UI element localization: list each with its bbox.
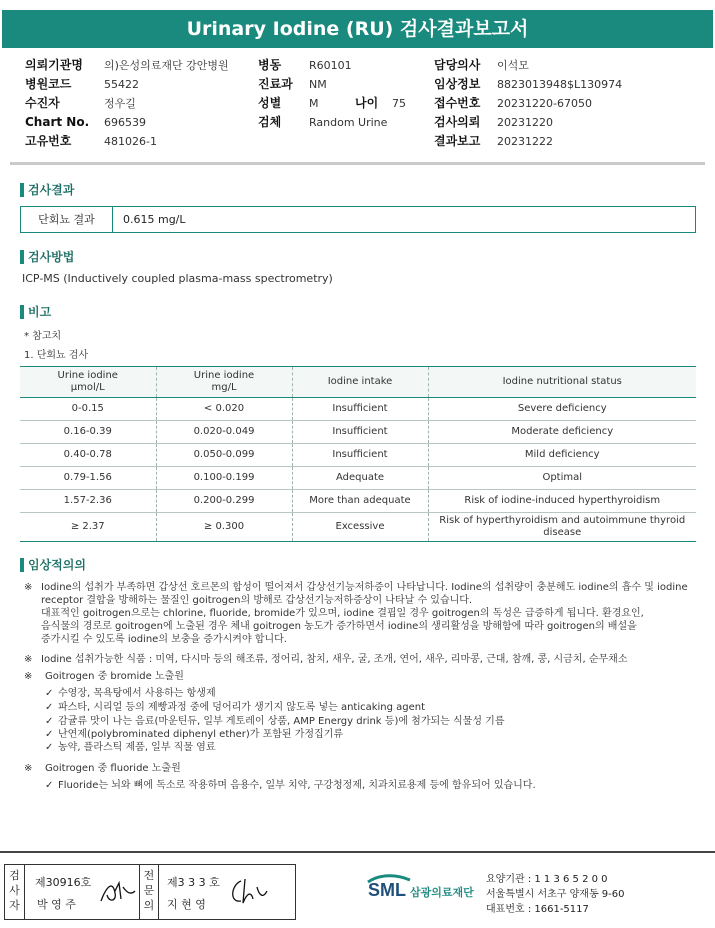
text-line: receptor 결합을 방해하는 물질인 goitrogen의 방해로 갑상선기능저하증상이 나타날 수 있습니다.	[41, 595, 473, 606]
table-cell: Insufficient	[292, 444, 428, 467]
bromide-heading: Goitrogen 중 bromide 노출원	[45, 671, 184, 682]
text-line: 증가시킬 수 있도록 iodine의 보충을 증가시켜야 합니다.	[41, 634, 287, 645]
table-cell: Risk of iodine-induced hyperthyroidism	[428, 490, 696, 513]
info-label: Chart No.	[25, 115, 90, 129]
table-cell: Insufficient	[292, 421, 428, 444]
check-icon: ✓	[45, 716, 54, 727]
specialist-license-no: 제3 3 3 호	[167, 876, 220, 889]
table-cell: 0.050-0.099	[156, 444, 292, 467]
info-label: 성별	[258, 96, 282, 110]
specialist-label	[139, 865, 159, 919]
info-label: 담당의사	[434, 58, 481, 72]
tester-label	[5, 865, 25, 919]
reference-mark-icon: ※	[24, 582, 33, 593]
address: 서울특별시 서초구 양재동 9-60	[486, 889, 625, 900]
info-row	[0, 132, 715, 151]
list-item: 난연제(polybrominated diphenyl ether)가 포함된 가정집기류	[58, 729, 344, 740]
header-text: Urine iodine	[193, 370, 255, 381]
list-item: Fluoride는 뇌와 뼈에 독소로 작용하며 음용수, 일부 치약, 구강청정제, 치과치료용제 등에 함유되어 있습니다.	[58, 780, 536, 791]
table-cell: 0.16-0.39	[20, 421, 156, 444]
table-cell: < 0.020	[156, 398, 292, 421]
info-value: 481026-1	[104, 135, 157, 148]
info-row	[0, 113, 715, 132]
info-value: NM	[309, 78, 327, 91]
result-box	[20, 206, 696, 233]
reference-note: * 참고치	[24, 331, 62, 342]
label-char: 전	[143, 869, 155, 882]
info-label: 임상정보	[434, 77, 481, 91]
table-cell: 0.40-0.78	[20, 444, 156, 467]
table-header-row	[20, 367, 696, 398]
logo-name: 삼광의료재단	[410, 886, 474, 899]
age-label: 나이	[355, 96, 379, 110]
label-char: 자	[9, 899, 20, 912]
info-value: 55422	[104, 78, 139, 91]
info-label: 고유번호	[25, 134, 72, 148]
footer-divider	[0, 851, 715, 853]
info-row	[0, 75, 715, 94]
tester-signature	[97, 877, 139, 907]
text-line: Iodine의 섭취가 부족하면 갑상선 호르몬의 합성이 떨어져서 갑상선기능저하증이 나타납니다. Iodine의 섭취량이 충분해도 iodine의 흡수 및 iodine	[41, 582, 688, 593]
list-item: 농약, 플라스틱 제품, 일부 직물 염료	[58, 742, 216, 753]
tester-name: 박 영 주	[37, 898, 76, 911]
column-header	[156, 367, 292, 398]
clinical-paragraph	[41, 581, 701, 646]
section-bar	[20, 305, 24, 319]
column-header	[20, 367, 156, 398]
tester-license-no: 제30916호	[35, 876, 92, 889]
check-icon: ✓	[45, 780, 54, 791]
info-value: R60101	[309, 59, 352, 72]
table-cell: 0.100-0.199	[156, 467, 292, 490]
table-cell: 1.57-2.36	[20, 490, 156, 513]
section-title: 검사방법	[28, 250, 75, 264]
food-list: Iodine 섭취가능한 식품 : 미역, 다시마 등의 해조류, 정어리, 참치, 새우, 굴, 조개, 연어, 새우, 리마콩, 근대, 참깨, 콩, 시금치, 순무채소	[41, 654, 628, 665]
age-value: 75	[392, 97, 406, 110]
info-label: 접수번호	[434, 96, 481, 110]
label-char: 사	[9, 884, 20, 897]
info-label: 병동	[258, 58, 282, 72]
sml-logo	[366, 872, 486, 912]
section-bar	[20, 183, 24, 197]
table-row	[20, 513, 696, 542]
report-title: Urinary Iodine (RU) 검사결과보고서	[2, 10, 713, 48]
info-value: 696539	[104, 116, 146, 129]
institution-code: 요양기관 : 1 1 3 6 5 2 0 0	[486, 874, 608, 885]
info-value: 20231222	[497, 135, 553, 148]
phone: 대표번호 : 1661-5117	[486, 904, 589, 915]
info-label: 의뢰기관명	[25, 58, 83, 72]
fluoride-heading: Goitrogen 중 fluoride 노출원	[45, 763, 181, 774]
info-row	[0, 56, 715, 75]
info-label: 검사의뢰	[434, 115, 481, 129]
section-title: 임상적의의	[28, 558, 86, 572]
info-value: 의)은성의료재단 강안병원	[104, 59, 229, 72]
signature-box	[4, 864, 296, 920]
divider	[10, 162, 705, 165]
table-row	[20, 467, 696, 490]
table-cell: 0.020-0.049	[156, 421, 292, 444]
info-row	[0, 94, 715, 113]
header-text: Iodine nutritional status	[502, 376, 622, 387]
table-cell: ≥ 0.300	[156, 513, 292, 542]
table-row	[20, 444, 696, 467]
section-bar	[20, 250, 24, 264]
info-label: 수진자	[25, 96, 60, 110]
label-char: 의	[143, 899, 155, 912]
label-char: 문	[143, 884, 155, 897]
info-value: 정우길	[104, 97, 136, 110]
header-unit: mg/L	[211, 382, 237, 393]
specialist-signature	[227, 875, 271, 909]
logo-text: SML	[368, 880, 406, 900]
header-text: Urine iodine	[57, 370, 118, 381]
reference-mark-icon: ※	[24, 654, 33, 665]
header-unit: μmol/L	[70, 382, 105, 393]
table-cell: Optimal	[428, 467, 696, 490]
table-cell: Mild deficiency	[428, 444, 696, 467]
column-header	[292, 367, 428, 398]
info-label: 진료과	[258, 77, 293, 91]
column-header	[428, 367, 696, 398]
info-value: 8823013948$L130974	[497, 78, 623, 91]
section-bar	[20, 558, 24, 572]
specialist-name: 지 현 영	[167, 898, 206, 911]
check-icon: ✓	[45, 729, 54, 740]
check-icon: ✓	[45, 742, 54, 753]
table-cell: 0.79-1.56	[20, 467, 156, 490]
table-row	[20, 421, 696, 444]
table-cell: Moderate deficiency	[428, 421, 696, 444]
section-title: 비고	[28, 305, 52, 319]
table-cell: 0-0.15	[20, 398, 156, 421]
reference-subtitle: 1. 단회뇨 검사	[24, 350, 89, 361]
table-cell: 0.200-0.299	[156, 490, 292, 513]
footer-info	[486, 872, 625, 917]
table-cell: Risk of hyperthyroidism and autoimmune thyroid disease	[428, 513, 696, 542]
table-row	[20, 398, 696, 421]
result-value: 0.615 mg/L	[123, 213, 186, 226]
table-cell: ≥ 2.37	[20, 513, 156, 542]
info-value: Random Urine	[309, 116, 388, 129]
reference-table	[20, 366, 696, 542]
result-label: 단회뇨 결과	[21, 207, 113, 232]
reference-mark-icon: ※	[24, 671, 33, 682]
text-line: 대표적인 goitrogen으로는 chlorine, fluoride, bromide가 있으며, iodine 결핍일 경우 goitrogen의 독성은 급증하게 됩니다. 환경요인,	[41, 608, 644, 619]
text-line: 음식물의 경로로 goitrogen에 노출된 경우 체내 goitrogen 농도가 증가하면서 iodine의 생리활성을 방해함에 따라 goitrogen의 배설을	[41, 621, 637, 632]
list-item: 감귤류 맛이 나는 음료(마운틴듀, 일부 게토레이 상품, AMP Energy drink 등)에 첨가되는 식물성 기름	[58, 716, 505, 727]
check-icon: ✓	[45, 688, 54, 699]
label-char: 검	[9, 869, 20, 882]
list-item: 파스타, 시리얼 등의 제빵과정 중에 덩어리가 생기지 않도록 넣는 anticaking agent	[58, 702, 426, 713]
patient-info	[0, 56, 715, 152]
table-cell: More than adequate	[292, 490, 428, 513]
table-cell: Excessive	[292, 513, 428, 542]
table-row	[20, 490, 696, 513]
info-label: 병원코드	[25, 77, 72, 91]
header-text: Iodine intake	[327, 376, 393, 387]
table-cell: Insufficient	[292, 398, 428, 421]
method-text: ICP-MS (Inductively coupled plasma-mass spectrometry)	[22, 272, 333, 285]
check-icon: ✓	[45, 702, 54, 713]
table-cell: Adequate	[292, 467, 428, 490]
info-value: M	[309, 97, 319, 110]
info-label: 결과보고	[434, 134, 481, 148]
info-value: 20231220	[497, 116, 553, 129]
table-cell: Severe deficiency	[428, 398, 696, 421]
list-item: 수영장, 목욕탕에서 사용하는 항생제	[58, 688, 216, 699]
info-value: 이석모	[497, 59, 529, 72]
info-value: 20231220-67050	[497, 97, 592, 110]
reference-mark-icon: ※	[24, 763, 33, 774]
info-label: 검체	[258, 115, 282, 129]
section-title: 검사결과	[28, 183, 75, 197]
